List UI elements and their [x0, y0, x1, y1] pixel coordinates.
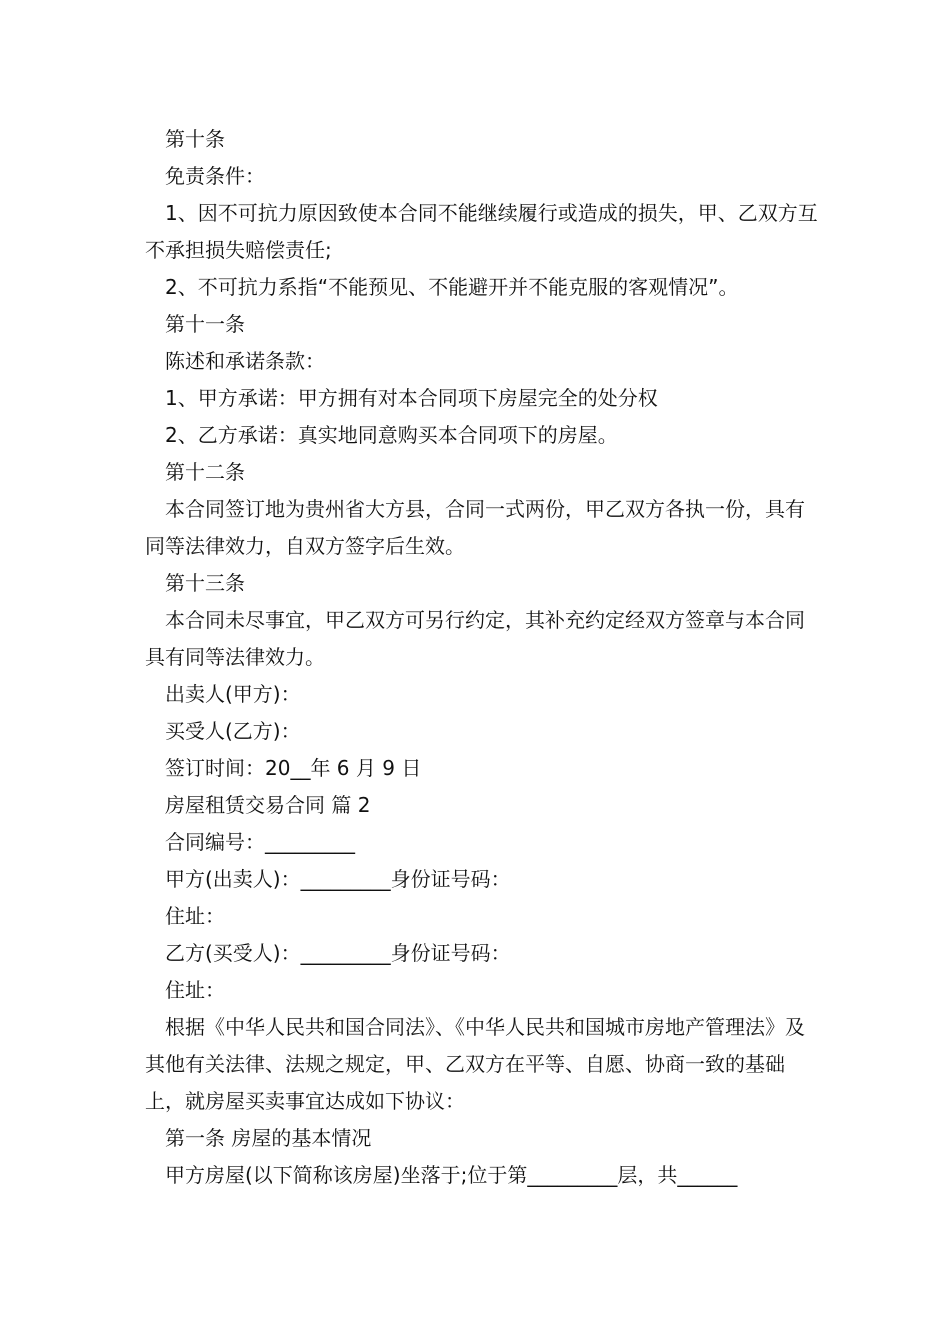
party-a-line: 甲方(出卖人)：_________身份证号码：: [165, 867, 511, 891]
article-heading-10: 第十条: [165, 127, 225, 151]
clause-supplementary: 本合同未尽事宜，甲乙双方可另行约定，其补充约定经双方签章与本合同具有同等法律效力。: [145, 608, 805, 669]
clause-party-a-promise: 1、甲方承诺：甲方拥有对本合同项下房屋完全的处分权: [165, 386, 658, 410]
article-heading-12: 第十二条: [165, 460, 245, 484]
clause-force-majeure-1: 1、因不可抗力原因致使本合同不能继续履行或造成的损失，甲、乙双方互不承担损失赔偿责任;: [145, 201, 818, 262]
article-heading-1: 第一条 房屋的基本情况: [165, 1126, 372, 1150]
clause-force-majeure-2: 2、不可抗力系指“不能预见、不能避开并不能克服的客观情况”。: [165, 275, 739, 299]
clause-party-b-promise: 2、乙方承诺：真实地同意购买本合同项下的房屋。: [165, 423, 618, 447]
contract-title-2: 房屋租赁交易合同 篇 2: [165, 793, 371, 817]
signature-seller: 出卖人(甲方)：: [165, 682, 301, 706]
document-body: [145, 121, 820, 1194]
signature-buyer: 买受人(乙方)：: [165, 719, 301, 743]
article-heading-11: 第十一条: [165, 312, 245, 336]
signing-date: 签订时间：20__年 6 月 9 日: [165, 756, 422, 780]
preamble-paragraph: 根据《中华人民共和国合同法》、《中华人民共和国城市房地产管理法》及其他有关法律、法规之规定，甲、乙双方在平等、自愿、协商一致的基础上，就房屋买卖事宜达成如下协议：: [145, 1015, 805, 1113]
contract-number: 合同编号：_________: [165, 830, 355, 854]
party-b-address: 住址：: [165, 978, 225, 1002]
section-label-exemption: 免责条件：: [165, 164, 265, 188]
party-a-address: 住址：: [165, 904, 225, 928]
section-label-representations: 陈述和承诺条款：: [165, 349, 325, 373]
property-location-clause: 甲方房屋(以下简称该房屋)坐落于;位于第_________层，共______: [165, 1163, 738, 1187]
article-heading-13: 第十三条: [165, 571, 245, 595]
party-b-line: 乙方(买受人)：_________身份证号码：: [165, 941, 511, 965]
clause-signing-place: 本合同签订地为贵州省大方县，合同一式两份，甲乙双方各执一份，具有同等法律效力，自双方签字后生效。: [145, 497, 805, 558]
